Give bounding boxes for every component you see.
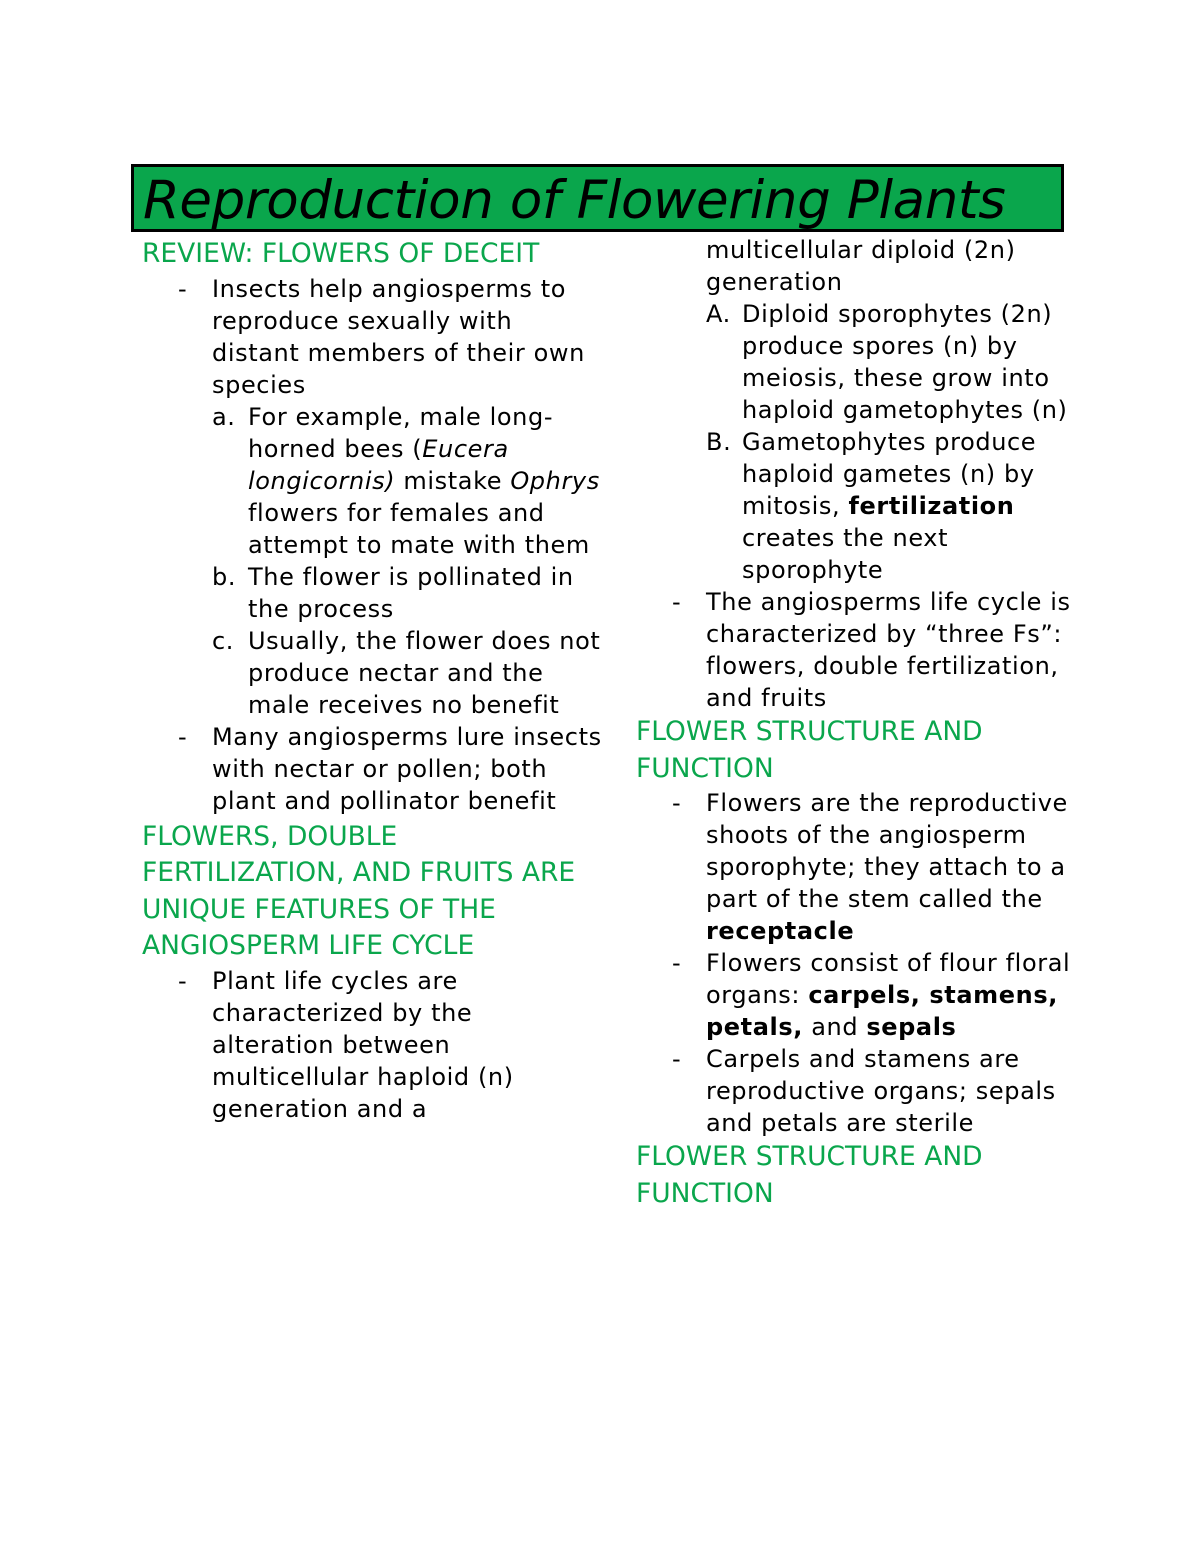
continued-text: multicellular diploid (2n) generation [706, 236, 1016, 296]
bullet-dash: - [672, 789, 682, 818]
sub-marker: b. [212, 562, 237, 591]
bullet-item [636, 1043, 1076, 1139]
bold-term: sepals [866, 1013, 957, 1042]
page-title: Reproduction of Flowering Plants [143, 170, 1006, 231]
sub-text: Diploid sporophytes (2n) produce spores (n) by meiosis, these grow into haploid gametophytes (n) [742, 300, 1068, 424]
bold-term: receptacle [706, 917, 855, 946]
bullet-text: The angiosperms life cycle is characterized by “three Fs”: flowers, double fertilization, and fruits [706, 588, 1071, 712]
bullet-dash: - [672, 949, 682, 978]
sub-item-b [142, 561, 602, 625]
section-heading-unique-features: FLOWERS, DOUBLE FERTILIZATION, AND FRUITS ARE UNIQUE FEATURES OF THE ANGIOSPERM LIFE CYCLE [142, 820, 576, 962]
title-banner [131, 164, 1064, 232]
sub-text: For example, male long-horned bees ( [248, 402, 554, 463]
bullet-item [142, 965, 602, 1125]
bullet-text: Carpels and stamens are reproductive organs; sepals and petals are sterile [706, 1045, 1056, 1138]
sub-item-a [142, 401, 602, 561]
sub-marker: B. [706, 428, 732, 456]
bullet-item [636, 947, 1076, 1043]
bullet-item [636, 586, 1076, 714]
sub-text: The flower is pollinated in the process [248, 562, 574, 623]
bullet-text: Many angiosperms lure insects with nectar or pollen; both plant and pollinator benefit [212, 722, 602, 815]
sub-text: Gametophytes produce haploid gametes (n) by mitosis, [742, 428, 1037, 520]
left-column [142, 234, 602, 1125]
section-heading-flower-structure-2: FLOWER STRUCTURE AND FUNCTION [636, 1141, 983, 1209]
sub-text: mistake [395, 466, 511, 495]
bullet-text: Insects help angiosperms to reproduce sexually with distant members of their own species [212, 274, 585, 399]
sub-text: flowers for females and attempt to mate with them [248, 498, 590, 559]
genus-name: Ophrys [510, 466, 600, 495]
bullet-dash: - [178, 274, 188, 303]
bullet-dash: - [178, 722, 188, 751]
sub-text: Usually, the flower does not produce nectar and the male receives no benefit [248, 626, 601, 719]
bullet-text: Plant life cycles are characterized by the alteration between multicellular haploid (n) generation and a [212, 966, 514, 1123]
species-name: Eucera longicornis) [248, 434, 509, 495]
right-column [636, 234, 1076, 1212]
bullet-item [636, 787, 1076, 947]
bold-term: fertilization [848, 492, 1015, 520]
bullet-text: Flowers consist of flour floral organs: [706, 949, 1071, 1010]
sub-item-B [636, 426, 1076, 586]
bullet-dash: - [178, 966, 188, 995]
bullet-text: and [802, 1013, 867, 1042]
section-heading-flower-structure: FLOWER STRUCTURE AND FUNCTION [636, 716, 983, 784]
section-heading-review: REVIEW: FLOWERS OF DECEIT [142, 238, 540, 269]
sub-marker: A. [706, 300, 731, 328]
sub-item-A [636, 298, 1076, 426]
bold-term: carpels, stamens, petals, [706, 981, 1058, 1042]
sub-item-c [142, 625, 602, 721]
sub-marker: a. [212, 402, 236, 431]
bullet-text: Flowers are the reproductive shoots of the angiosperm sporophyte; they attach to a part of the stem called the [706, 789, 1068, 914]
bullet-item [142, 273, 602, 401]
sub-marker: c. [212, 626, 235, 655]
bullet-dash: - [672, 588, 682, 616]
bullet-item [142, 721, 602, 817]
sub-text: creates the next sporophyte [742, 524, 949, 584]
bullet-dash: - [672, 1045, 682, 1074]
